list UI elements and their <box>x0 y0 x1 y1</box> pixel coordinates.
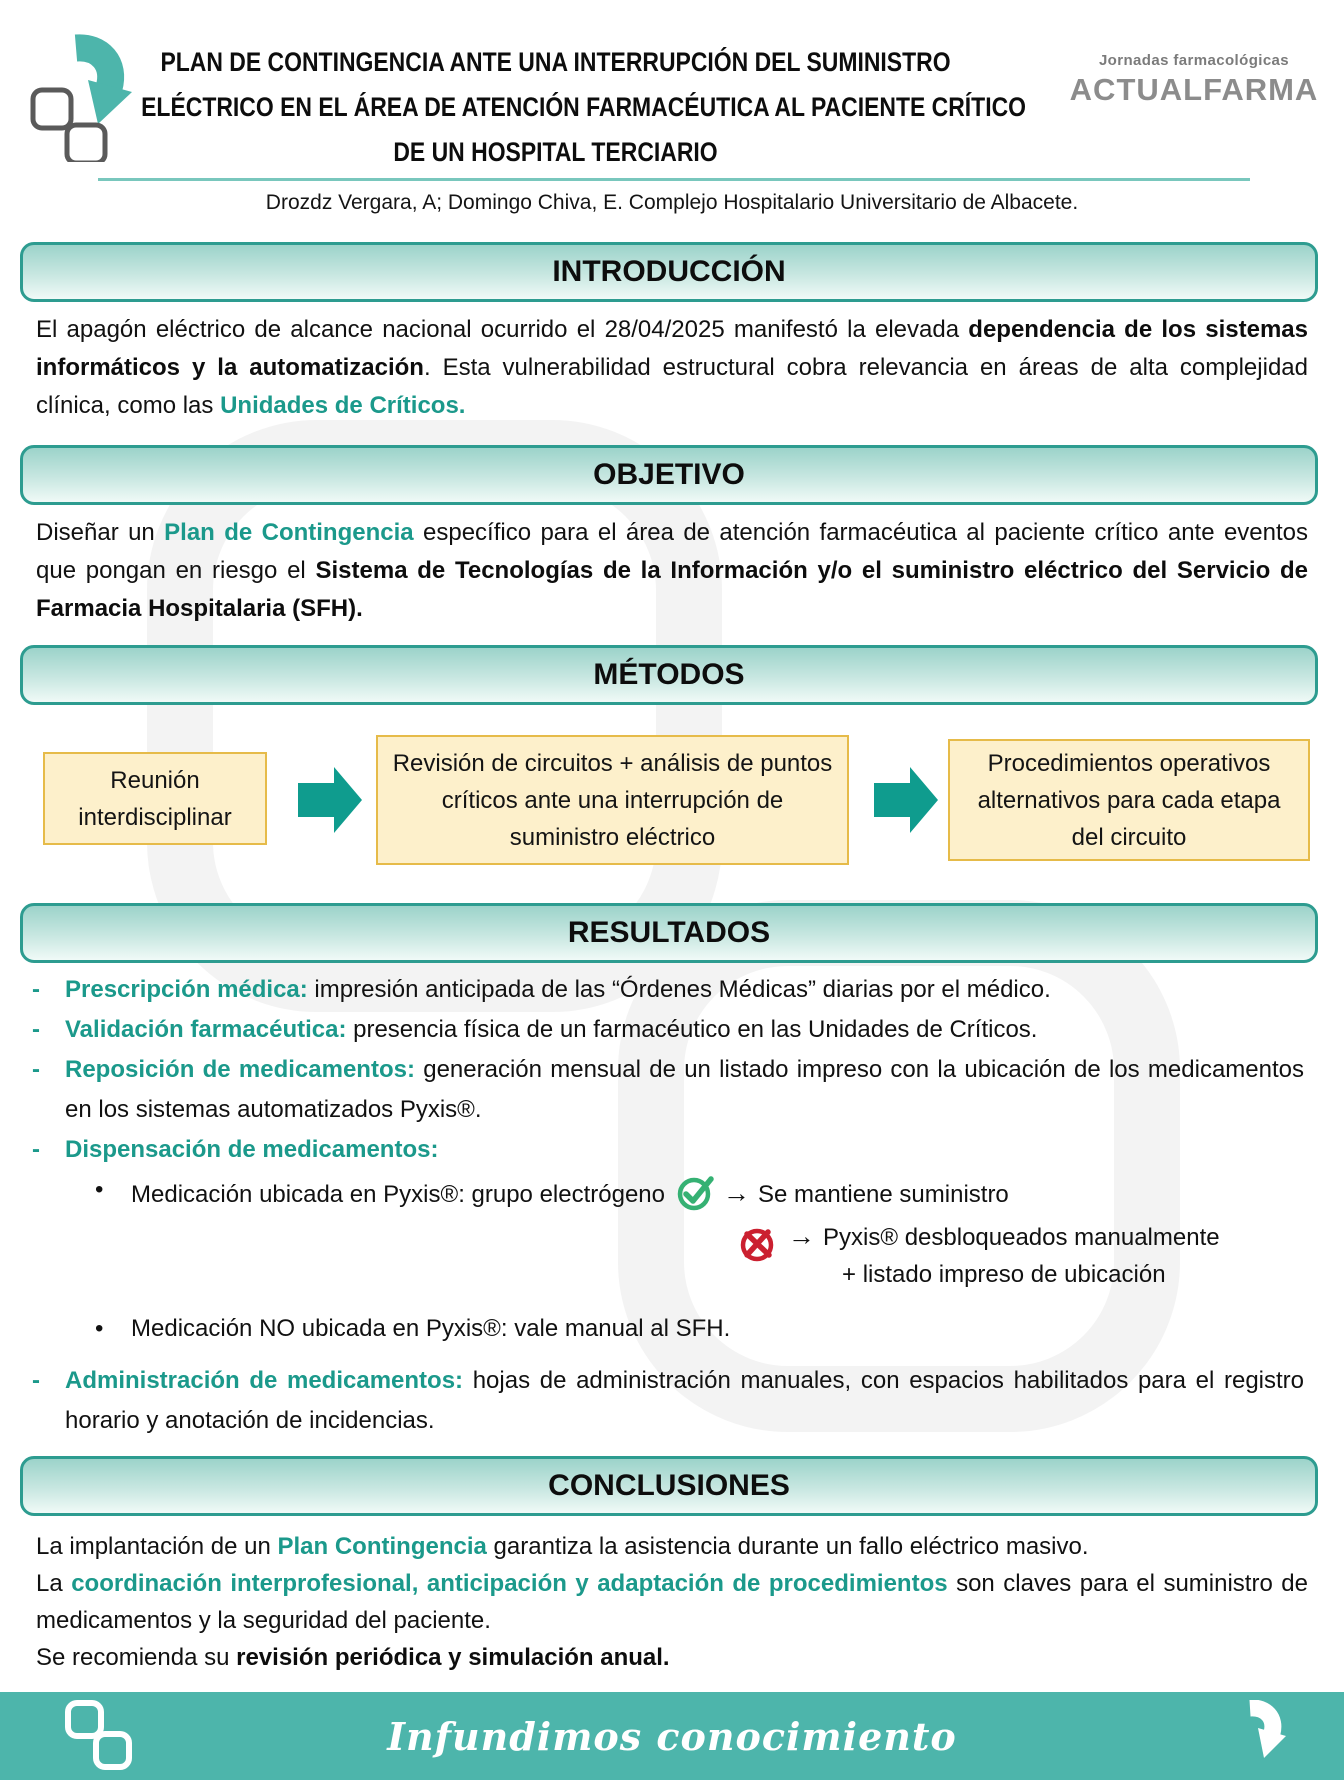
section-heading-objetivo: OBJETIVO <box>593 458 745 491</box>
result-item-dispensacion <box>0 1130 1344 1170</box>
concl-p2-seg1: La <box>36 1570 72 1597</box>
concl-p2-seg3: son claves para el suministro de medicamentos y la seguridad del paciente. <box>36 1570 1308 1634</box>
result-item-text: presencia física de un farmacéutico en las Unidades de Críticos. <box>346 1016 1038 1043</box>
introduccion-paragraph <box>36 311 1308 425</box>
result-item-prescripcion <box>0 970 1344 1010</box>
section-bar-metodos <box>20 645 1318 705</box>
right-arrow-glyph: → <box>788 1221 815 1251</box>
section-bar-introduccion <box>20 242 1318 302</box>
result-item-text: impresión anticipada de las “Órdenes Médicas” diarias por el médico. <box>307 976 1051 1003</box>
result-item-lead: Dispensación de medicamentos: <box>65 1136 439 1163</box>
brand-name: ACTUALFARMA <box>1069 72 1319 107</box>
result-item-lead: Administración de medicamentos: <box>65 1367 464 1394</box>
fail-line1-text: Pyxis® desbloqueados manualmente <box>823 1224 1220 1251</box>
fail-text-column <box>788 1218 1220 1293</box>
concl-p1-seg1: La implantación de un <box>36 1533 278 1560</box>
flow-box-reunion-label: Reunión interdisciplinar <box>78 766 232 831</box>
section-heading-resultados: RESULTADOS <box>567 916 771 949</box>
dispensacion-bullet1-text: Medicación ubicada en Pyxis®: grupo electrógeno <box>131 1181 665 1208</box>
concl-p1-seg2-teal: Plan Contingencia <box>277 1533 487 1560</box>
dot-bullet: • <box>95 1176 104 1203</box>
flow-arrow-icon <box>874 767 938 833</box>
intro-seg1: El apagón eléctrico de alcance nacional ocurrido el 28/04/2025 manifestó la elevada <box>36 316 969 343</box>
flow-box-revision <box>376 735 849 865</box>
result-item-lead: Prescripción médica: <box>65 976 308 1003</box>
flow-arrow-icon <box>298 767 362 833</box>
objetivo-seg1: Diseñar un <box>36 519 165 546</box>
ok-label: Se mantiene suministro <box>758 1181 1009 1208</box>
conclusion-p3 <box>36 1639 1308 1676</box>
intro-seg4-teal: Unidades de Críticos. <box>220 392 466 419</box>
dash-bullet: - <box>32 1136 40 1163</box>
flow-box-revision-label: Revisión de circuitos + análisis de puntos críticos ante una interrupción de suministro eléctrico <box>392 749 833 851</box>
footer-arrow-icon <box>1226 1700 1292 1772</box>
result-item-lead: Validación farmacéutica: <box>65 1016 347 1043</box>
footer-slogan: Infundimos conocimiento <box>387 1713 957 1759</box>
header-divider <box>98 178 1250 181</box>
check-circle-icon <box>675 1170 717 1212</box>
result-item-text: generación mensual de un listado impreso con la ubicación de los medicamentos en los sistemas automatizados Pyxis®. <box>65 1056 1304 1123</box>
dispensacion-fail-branch <box>738 1218 1344 1293</box>
dispensacion-bullet2-text: Medicación NO ubicada en Pyxis®: vale manual al SFH. <box>131 1315 731 1342</box>
flow-box-reunion <box>43 752 267 845</box>
section-bar-objetivo <box>20 445 1318 505</box>
conclusiones-block <box>36 1528 1308 1676</box>
right-arrow-glyph: → <box>723 1178 750 1208</box>
section-bar-resultados <box>20 903 1318 963</box>
dispensacion-bullet-pyxis <box>0 1170 1344 1215</box>
brand-logo <box>1058 52 1330 108</box>
intro-seg2-bold: dependencia de los sistemas informáticos y la automatización <box>36 316 1308 381</box>
objetivo-paragraph <box>36 514 1308 628</box>
conclusion-p2 <box>36 1565 1308 1639</box>
section-heading-metodos: MÉTODOS <box>593 658 745 691</box>
footer-band <box>0 1692 1344 1780</box>
section-bar-conclusiones <box>20 1456 1318 1516</box>
dash-bullet: - <box>32 1016 40 1043</box>
result-item-validacion <box>0 1010 1344 1050</box>
fail-line-1 <box>788 1218 1220 1256</box>
concl-p2-seg2-teal: coordinación interprofesional, anticipación y adaptación de procedimientos <box>71 1570 948 1597</box>
result-item-reposicion <box>0 1050 1344 1130</box>
title-line-1: PLAN DE CONTINGENCIA ANTE UNA INTERRUPCIÓN DEL SUMINISTRO <box>160 47 951 77</box>
concl-p1-seg3: garantiza la asistencia durante un fallo eléctrico masivo. <box>486 1533 1089 1560</box>
authors-line: Drozdz Vergara, A; Domingo Chiva, E. Complejo Hospitalario Universitario de Albacete. <box>265 191 1079 214</box>
fail-line-2: + listado impreso de ubicación <box>842 1261 1166 1288</box>
title-line-2: ELÉCTRICO EN EL ÁREA DE ATENCIÓN FARMACÉUTICA AL PACIENTE CRÍTICO <box>141 92 1027 122</box>
poster-title <box>141 40 1027 175</box>
concl-p3-seg1: Se recomienda su <box>36 1644 237 1671</box>
dot-bullet: • <box>95 1315 104 1342</box>
result-item-administracion <box>0 1361 1344 1441</box>
flow-box-procedimientos-label: Procedimientos operativos alternativos para cada etapa del circuito <box>977 749 1281 851</box>
section-heading-introduccion: INTRODUCCIÓN <box>552 255 786 288</box>
dispensacion-bullet-no-pyxis <box>0 1309 1344 1349</box>
cross-circle-icon <box>738 1221 780 1263</box>
resultados-list <box>0 970 1344 1441</box>
flow-box-procedimientos <box>948 739 1310 861</box>
dash-bullet: - <box>32 1056 40 1083</box>
conclusion-p1 <box>36 1528 1308 1565</box>
title-line-3: DE UN HOSPITAL TERCIARIO <box>393 137 718 167</box>
result-item-text: hojas de administración manuales, con espacios habilitados para el registro horario y anotación de incidencias. <box>65 1367 1305 1434</box>
footer-squares-icon <box>58 1698 140 1776</box>
intro-seg3: . Esta vulnerabilidad estructural cobra relevancia en áreas de alta complejidad clínica, como las <box>36 354 1308 419</box>
dash-bullet: - <box>32 976 40 1003</box>
concl-p3-seg2-bold: revisión periódica y simulación anual. <box>236 1644 670 1671</box>
section-heading-conclusiones: CONCLUSIONES <box>548 1469 790 1502</box>
actualfarma-logo-icon <box>26 32 138 162</box>
dash-bullet: - <box>32 1367 40 1394</box>
methods-flowchart <box>0 735 1344 865</box>
brand-tagline: Jornadas farmacológicas <box>1098 52 1290 69</box>
result-item-lead: Reposición de medicamentos: <box>65 1056 415 1083</box>
objetivo-seg4-bold: Sistema de Tecnologías de la Información y/o el suministro eléctrico del Servicio de Farmacia Hospitalaria (SFH). <box>36 557 1308 622</box>
objetivo-seg3: específico para el área de atención farmacéutica al paciente crítico ante eventos que pongan en riesgo el <box>36 519 1309 584</box>
objetivo-seg2-teal: Plan de Contingencia <box>164 519 414 546</box>
